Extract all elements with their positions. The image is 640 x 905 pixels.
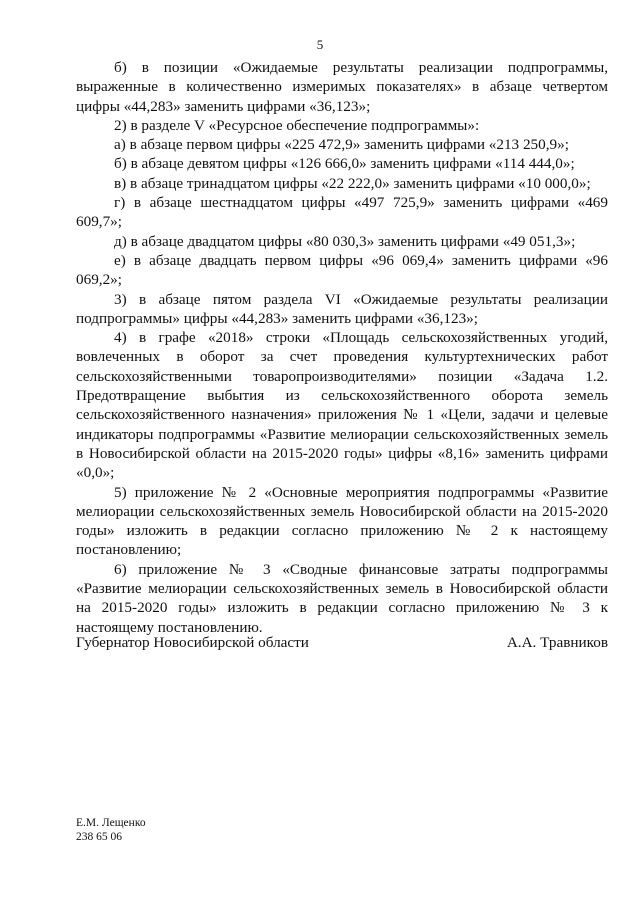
paragraph-column-2018: 4) в графе «2018» строки «Площадь сельскохозяйственных угодий, вовлеченных в оборот за счет проведения культуртехнических работ сельскохозяйственными товаропроизводителями» позиции «Задача 1.2. Предотвращение выбытия из сельскохозяйственного оборота земель сельскохозяйственного назначения» приложения № 1 «Цели, задачи и целевые индикаторы подпрограммы «Развитие мелиорации сельскохозяйственных земель в Новосибирской области на 2015-2020 годы» цифры «8,16» заменить цифрами «0,0»;: [76, 329, 608, 482]
paragraph-item-v-thirteenth: в) в абзаце тринадцатом цифры «22 222,0» заменить цифрами «10 000,0»;: [114, 174, 591, 192]
document-body: [76, 58, 608, 637]
signatory-position: Губернатор Новосибирской области: [76, 634, 309, 651]
paragraph-section-v-resources: 2) в разделе V «Ресурсное обеспечение подпрограммы»:: [114, 116, 480, 134]
page-number: 5: [316, 37, 324, 52]
paragraph-item-b-ninth: б) в абзаце девятом цифры «126 666,0» заменить цифрами «114 444,0»;: [114, 155, 575, 173]
paragraph-item-e-twenty-first: е) в абзаце двадцать первом цифры «96 069,4» заменить цифрами «96 069,2»;: [76, 251, 608, 289]
executor-name: Е.М. Лещенко: [76, 817, 146, 829]
paragraph-item-a-first: а) в абзаце первом цифры «225 472,9» заменить цифрами «213 250,9»;: [114, 136, 569, 154]
paragraph-item-g-sixteenth: г) в абзаце шестнадцатом цифры «497 725,9» заменить цифрами «469 609,7»;: [76, 194, 608, 231]
paragraph-section-vi: 3) в абзаце пятом раздела VI «Ожидаемые результаты реализации подпрограммы» цифры «44,283» заменить цифрами «36,123»;: [76, 290, 608, 327]
paragraph-item-d-twentieth: д) в абзаце двадцатом цифры «80 030,3» заменить цифрами «49 051,3»;: [114, 232, 576, 250]
paragraph-appendix-3: 6) приложение № 3 «Сводные финансовые затраты подпрограммы «Развитие мелиорации сельскохозяйственных земель в Новосибирской области на 2015-2020 годы» изложить в редакции согласно приложению № 3 к настоящему постановлению.: [76, 560, 608, 636]
executor-block: [76, 816, 146, 844]
paragraph-appendix-2: 5) приложение № 2 «Основные мероприятия подпрограммы «Развитие мелиорации сельскохозяйственных земель Новосибирской области на 2015-2020 годы» изложить в редакции согласно приложению № 2 к настоящему постановлению;: [76, 483, 608, 559]
paragraph-item-b-expected-results: б) в позиции «Ожидаемые результаты реализации подпрограммы, выраженные в количественно измеримых показателях» в абзаце четвертом цифры «44,283» заменить цифрами «36,123»;: [76, 59, 608, 115]
signatory-name: А.А. Травников: [506, 634, 608, 651]
executor-phone: 238 65 06: [76, 831, 122, 843]
